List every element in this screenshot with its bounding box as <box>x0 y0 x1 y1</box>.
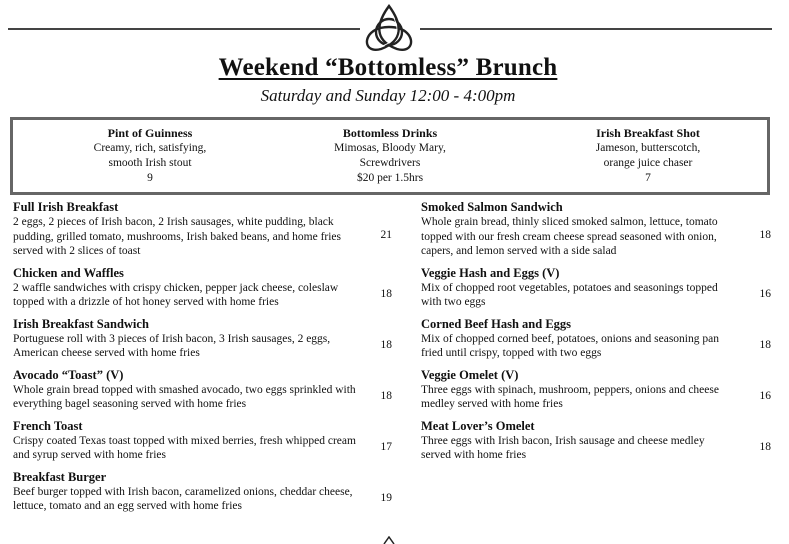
menu-item-desc: Mix of chopped root vegetables, potatoes and seasonings topped with two eggs <box>421 281 718 308</box>
menu-item-desc: Portuguese roll with 3 pieces of Irish bacon, 3 Irish sausages, 2 eggs, American cheese served with home fries <box>13 332 331 359</box>
menu-item-price: 18 <box>380 389 392 402</box>
menu-item-desc: 2 eggs, 2 pieces of Irish bacon, 2 Irish sausages, white pudding, black pudding, grilled tomato, mushrooms, Irish baked beans, and home fries served with 2 slices of toast <box>13 216 342 257</box>
menu-item-name: French Toast <box>13 418 83 433</box>
menu-item-desc: Three eggs with spinach, mushroom, peppers, onions and cheese medley served with home fries <box>421 383 719 410</box>
drink-breakfast-shot <box>553 126 743 186</box>
menu-item-price: 19 <box>380 491 392 504</box>
menu-item <box>13 200 398 259</box>
menu-item-desc: Crispy coated Texas toast topped with mixed berries, fresh whipped cream and syrup served with home fries <box>13 434 356 461</box>
page-title: Weekend “Bottomless” Brunch <box>218 54 558 81</box>
menu-item-name: Avocado “Toast” (V) <box>13 367 124 382</box>
brunch-hours: Saturday and Sunday 12:00 - 4:00pm <box>260 86 516 105</box>
menu-item <box>13 470 398 514</box>
drink-name: Bottomless Drinks <box>342 126 438 140</box>
drink-desc-line: Mimosas, Bloody Mary, <box>334 142 446 154</box>
menu-item-desc: Whole grain bread topped with smashed avocado, two eggs sprinkled with everything bagel seasoning served with home fries <box>13 383 356 410</box>
menu-item-name: Irish Breakfast Sandwich <box>13 316 149 331</box>
menu-item-price: 16 <box>759 287 771 300</box>
menu-item-desc: Three eggs with Irish bacon, Irish sausage and cheese medley served with home fries <box>421 434 705 461</box>
menu-item-desc: Whole grain bread, thinly sliced smoked salmon, lettuce, tomato topped with our fresh cream cheese spread seasoned with onion, capers, and lemon served with a side salad <box>421 216 718 257</box>
drink-desc-line: Jameson, butterscotch, <box>595 142 701 154</box>
menu-item <box>13 368 398 412</box>
drink-desc-line: Screwdrivers <box>359 157 421 169</box>
menu-item-name: Full Irish Breakfast <box>13 200 119 214</box>
drink-price: 9 <box>147 172 153 184</box>
top-divider-left <box>8 28 360 30</box>
drink-desc-line: smooth Irish stout <box>108 157 192 169</box>
drink-name: Irish Breakfast Shot <box>596 126 700 140</box>
menu-item-price: 16 <box>759 389 771 402</box>
featured-drinks-box <box>10 117 770 195</box>
menu-item <box>13 419 398 463</box>
drink-name: Pint of Guinness <box>107 126 193 140</box>
menu-item <box>421 368 771 412</box>
celtic-knot-icon <box>359 1 419 59</box>
menu-item <box>421 317 771 361</box>
menu-column-left <box>13 200 398 521</box>
menu-item-price: 18 <box>759 229 771 242</box>
menu-item-desc: 2 waffle sandwiches with crispy chicken, pepper jack cheese, coleslaw topped with a drizzle of hot honey served with home fries <box>13 281 339 308</box>
menu-item-name: Meat Lover’s Omelet <box>421 418 535 433</box>
menu-item-name: Veggie Omelet (V) <box>421 367 519 382</box>
menu-item-name: Smoked Salmon Sandwich <box>421 200 563 214</box>
menu-item-desc: Mix of chopped corned beef, potatoes, onions and seasoning pan fried until crispy, topped with two eggs <box>421 332 719 359</box>
drink-price: $20 per 1.5hrs <box>356 172 424 184</box>
menu-item-name: Chicken and Waffles <box>13 265 124 280</box>
menu-item <box>421 419 771 463</box>
drink-guinness <box>55 126 245 186</box>
menu-item <box>421 266 771 310</box>
menu-item <box>13 317 398 361</box>
menu-item-price: 18 <box>759 338 771 351</box>
top-divider-right <box>420 28 772 30</box>
menu-item-name: Breakfast Burger <box>13 469 107 484</box>
drink-desc-line: Creamy, rich, satisfying, <box>93 142 207 154</box>
menu-item-price: 18 <box>759 440 771 453</box>
menu-item-price: 17 <box>380 440 392 453</box>
drink-bottomless <box>295 126 485 186</box>
menu-item-name: Corned Beef Hash and Eggs <box>421 316 572 331</box>
menu-column-right <box>421 200 771 470</box>
menu-item-desc: Beef burger topped with Irish bacon, caramelized onions, cheddar cheese, lettuce, tomato and an egg served with home fries <box>13 485 353 512</box>
menu-item-name: Veggie Hash and Eggs (V) <box>421 265 560 280</box>
drink-price: 7 <box>645 172 651 184</box>
menu-item <box>421 200 771 259</box>
menu-item-price: 18 <box>380 338 392 351</box>
menu-item-price: 21 <box>380 229 392 242</box>
drink-desc-line: orange juice chaser <box>603 157 693 169</box>
menu-item-price: 18 <box>380 287 392 300</box>
menu-item <box>13 266 398 310</box>
